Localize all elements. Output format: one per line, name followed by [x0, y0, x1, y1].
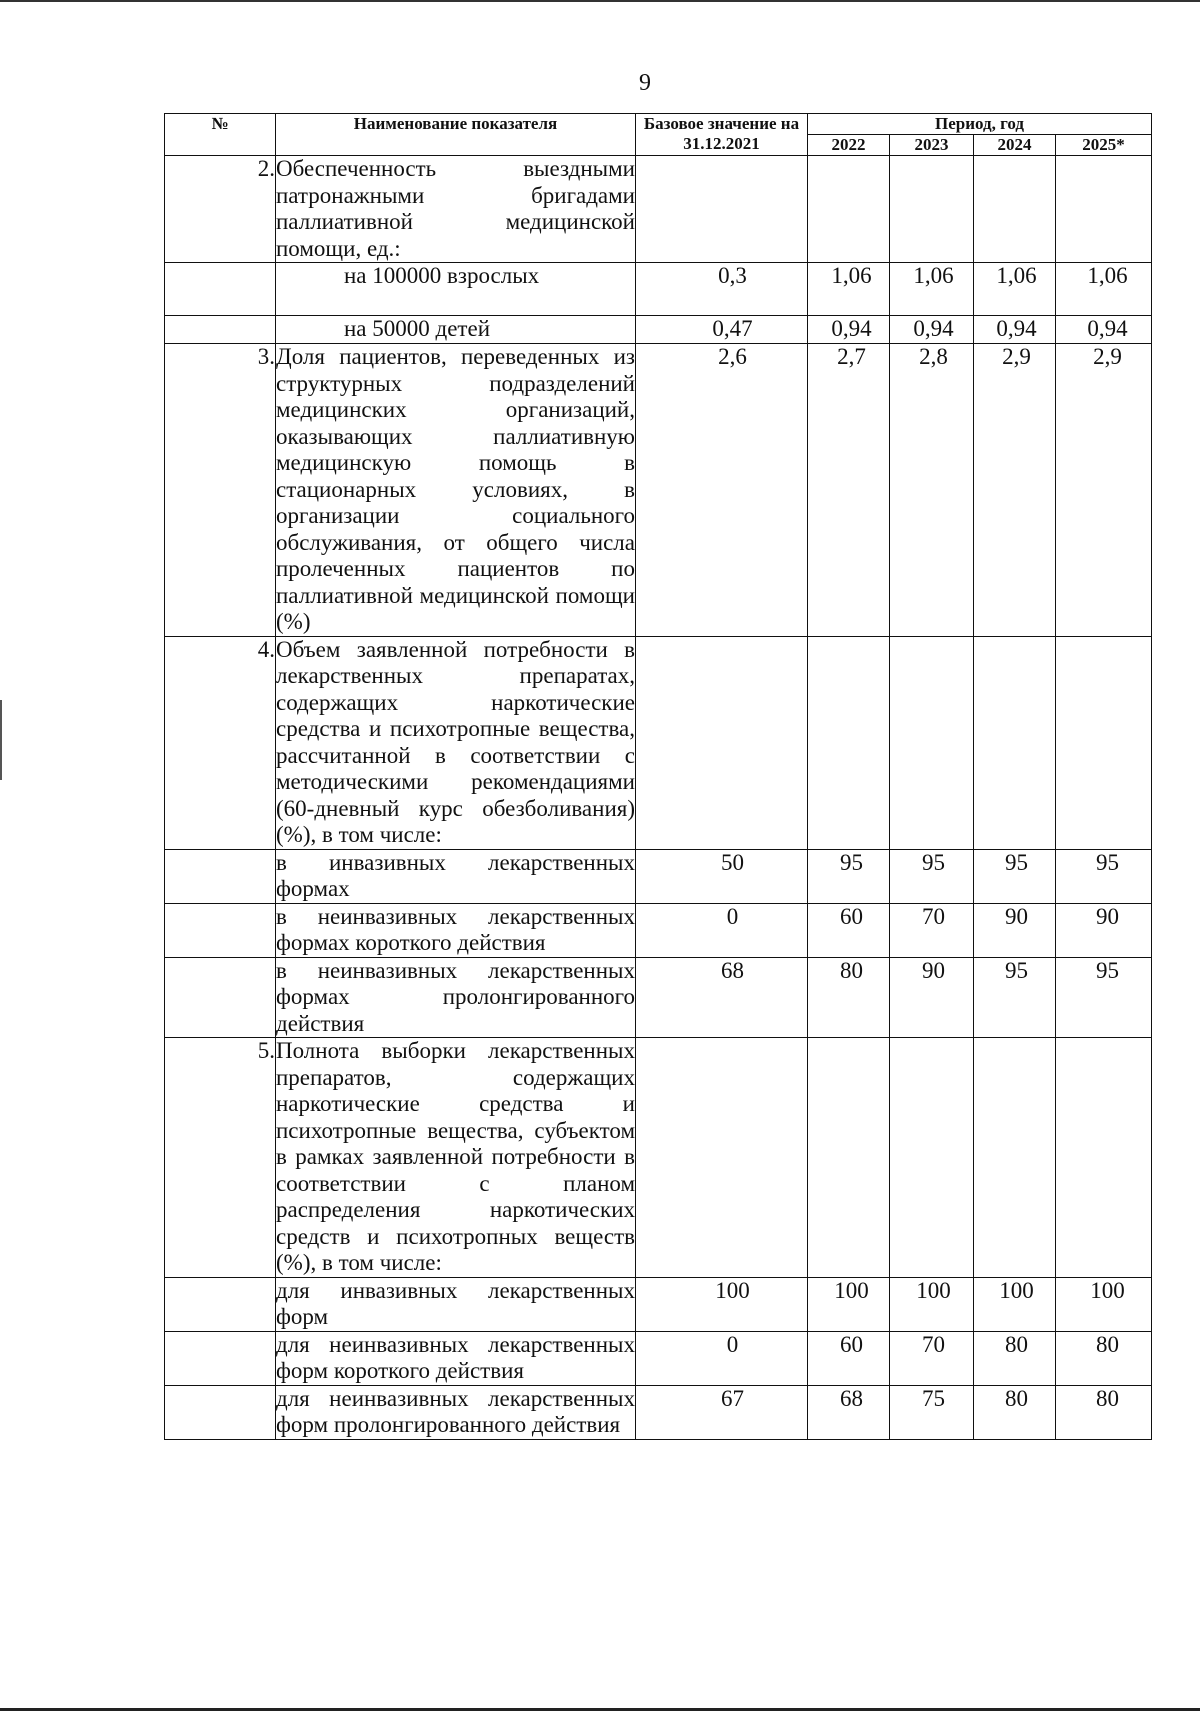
cell-value-2023: 100 [890, 1277, 974, 1331]
cell-value-2023 [890, 156, 974, 263]
cell-value-2023: 70 [890, 903, 974, 957]
cell-row-number: 2. [165, 156, 276, 263]
table-row [165, 903, 1152, 957]
indicators-table [164, 113, 1152, 1440]
cell-value-2022: 80 [808, 957, 890, 1038]
scan-edge-top [0, 0, 1200, 2]
cell-value-2025: 95 [1056, 957, 1152, 1038]
cell-row-number: 3. [165, 344, 276, 637]
cell-value-2025 [1056, 1038, 1152, 1278]
cell-base-value: 0,47 [636, 316, 808, 344]
cell-row-number [165, 1277, 276, 1331]
header-year-2023: 2023 [890, 135, 974, 156]
cell-indicator-name: для неинвазивных лекарственных форм пролонгированного действия [276, 1385, 635, 1437]
cell-value-2023: 2,8 [890, 344, 974, 637]
cell-value-2022 [808, 156, 890, 263]
cell-row-number: 5. [165, 1038, 276, 1278]
cell-value-2023 [890, 1038, 974, 1278]
cell-value-2024: 2,9 [974, 344, 1056, 637]
cell-indicator-name: Полнота выборки лекарственных препаратов, содержащих наркотические средства и психотропные вещества, субъектом в рамках заявленной потребности в соответствии с планом распределения наркотических средств и психотропных веществ (%), в том числе: [276, 1038, 635, 1275]
cell-value-2022: 60 [808, 1331, 890, 1385]
cell-base-value: 0,3 [636, 263, 808, 316]
cell-indicator-name: в неинвазивных лекарственных формах пролонгированного действия [276, 957, 635, 1036]
cell-indicator-name: для неинвазивных лекарственных форм короткого действия [276, 1331, 635, 1383]
cell-value-2022: 1,06 [808, 263, 890, 316]
cell-indicator-name: для инвазивных лекарственных форм [276, 1277, 635, 1329]
cell-value-2024 [974, 1038, 1056, 1278]
table-row [165, 1277, 1152, 1331]
header-year-2022: 2022 [808, 135, 890, 156]
table-row [165, 156, 1152, 263]
header-year-2025: 2025* [1056, 135, 1152, 156]
cell-value-2022: 68 [808, 1385, 890, 1439]
cell-base-value: 0 [636, 903, 808, 957]
cell-base-value [636, 156, 808, 263]
cell-value-2023: 1,06 [890, 263, 974, 316]
cell-indicator-name: Обеспеченность выездными патронажными бригадами паллиативной медицинской помощи, ед.: [276, 156, 635, 261]
cell-value-2025: 80 [1056, 1331, 1152, 1385]
table-row [165, 957, 1152, 1038]
scan-edge-bottom [0, 1708, 1200, 1711]
cell-value-2022: 100 [808, 1277, 890, 1331]
cell-value-2022 [808, 636, 890, 849]
cell-value-2025: 90 [1056, 903, 1152, 957]
cell-value-2025: 100 [1056, 1277, 1152, 1331]
header-name: Наименование показателя [276, 114, 636, 156]
table-row [165, 636, 1152, 849]
cell-value-2024: 80 [974, 1331, 1056, 1385]
cell-value-2023 [890, 636, 974, 849]
cell-value-2023: 70 [890, 1331, 974, 1385]
cell-value-2025: 1,06 [1056, 263, 1152, 316]
cell-value-2024: 90 [974, 903, 1056, 957]
cell-value-2022: 2,7 [808, 344, 890, 637]
header-period: Период, год [808, 114, 1152, 135]
cell-value-2023: 95 [890, 849, 974, 903]
cell-base-value: 100 [636, 1277, 808, 1331]
cell-base-value: 68 [636, 957, 808, 1038]
cell-value-2023: 90 [890, 957, 974, 1038]
header-year-2024: 2024 [974, 135, 1056, 156]
cell-row-number: 4. [165, 636, 276, 849]
cell-base-value: 50 [636, 849, 808, 903]
cell-value-2025: 0,94 [1056, 316, 1152, 344]
table-row [165, 1385, 1152, 1439]
cell-base-value: 67 [636, 1385, 808, 1439]
cell-indicator-name: Доля пациентов, переведенных из структурных подразделений медицинских организаций, оказывающих паллиативную медицинскую помощь в стационарных условиях, в организации социального обслуживания, от общего числа пролеченных пациентов по паллиативной медицинской помощи (%) [276, 344, 635, 634]
cell-value-2025: 2,9 [1056, 344, 1152, 637]
cell-indicator-name: на 50000 детей [276, 316, 636, 344]
table-row [165, 316, 1152, 344]
table-row [165, 1038, 1152, 1278]
table-row [165, 849, 1152, 903]
header-row [165, 114, 1152, 135]
cell-value-2025 [1056, 636, 1152, 849]
table-row [165, 263, 1152, 316]
cell-indicator-name: на 100000 взрослых [276, 263, 636, 316]
cell-row-number [165, 957, 276, 1038]
cell-value-2025 [1056, 156, 1152, 263]
cell-value-2023: 0,94 [890, 316, 974, 344]
cell-value-2025: 80 [1056, 1385, 1152, 1439]
cell-indicator-name: Объем заявленной потребности в лекарственных препаратах, содержащих наркотические средства и психотропные вещества, рассчитанной в соответствии с методическими рекомендациями (60-дневный курс обезболивания) (%), в том числе: [276, 636, 635, 847]
cell-value-2024: 1,06 [974, 263, 1056, 316]
cell-value-2024: 95 [974, 849, 1056, 903]
cell-value-2022 [808, 1038, 890, 1278]
cell-indicator-name: в неинвазивных лекарственных формах короткого действия [276, 903, 635, 955]
cell-value-2022: 60 [808, 903, 890, 957]
table-row [165, 1331, 1152, 1385]
cell-row-number [165, 903, 276, 957]
cell-base-value [636, 636, 808, 849]
cell-row-number [165, 316, 276, 344]
scan-edge-left [0, 700, 2, 780]
cell-row-number [165, 1385, 276, 1439]
cell-value-2024: 0,94 [974, 316, 1056, 344]
cell-row-number [165, 263, 276, 316]
cell-indicator-name: в инвазивных лекарственных формах [276, 849, 635, 901]
cell-base-value: 0 [636, 1331, 808, 1385]
table-row [165, 344, 1152, 637]
header-base: Базовое значение на 31.12.2021 [636, 114, 808, 156]
cell-base-value: 2,6 [636, 344, 808, 637]
cell-value-2025: 95 [1056, 849, 1152, 903]
header-num: № [165, 114, 276, 156]
cell-value-2022: 0,94 [808, 316, 890, 344]
cell-row-number [165, 1331, 276, 1385]
cell-value-2024 [974, 636, 1056, 849]
cell-value-2024: 80 [974, 1385, 1056, 1439]
cell-base-value [636, 1038, 808, 1278]
cell-value-2024 [974, 156, 1056, 263]
cell-value-2023: 75 [890, 1385, 974, 1439]
cell-value-2022: 95 [808, 849, 890, 903]
page-number: 9 [639, 70, 651, 96]
table-body [165, 156, 1152, 1440]
cell-value-2024: 95 [974, 957, 1056, 1038]
cell-row-number [165, 849, 276, 903]
cell-value-2024: 100 [974, 1277, 1056, 1331]
